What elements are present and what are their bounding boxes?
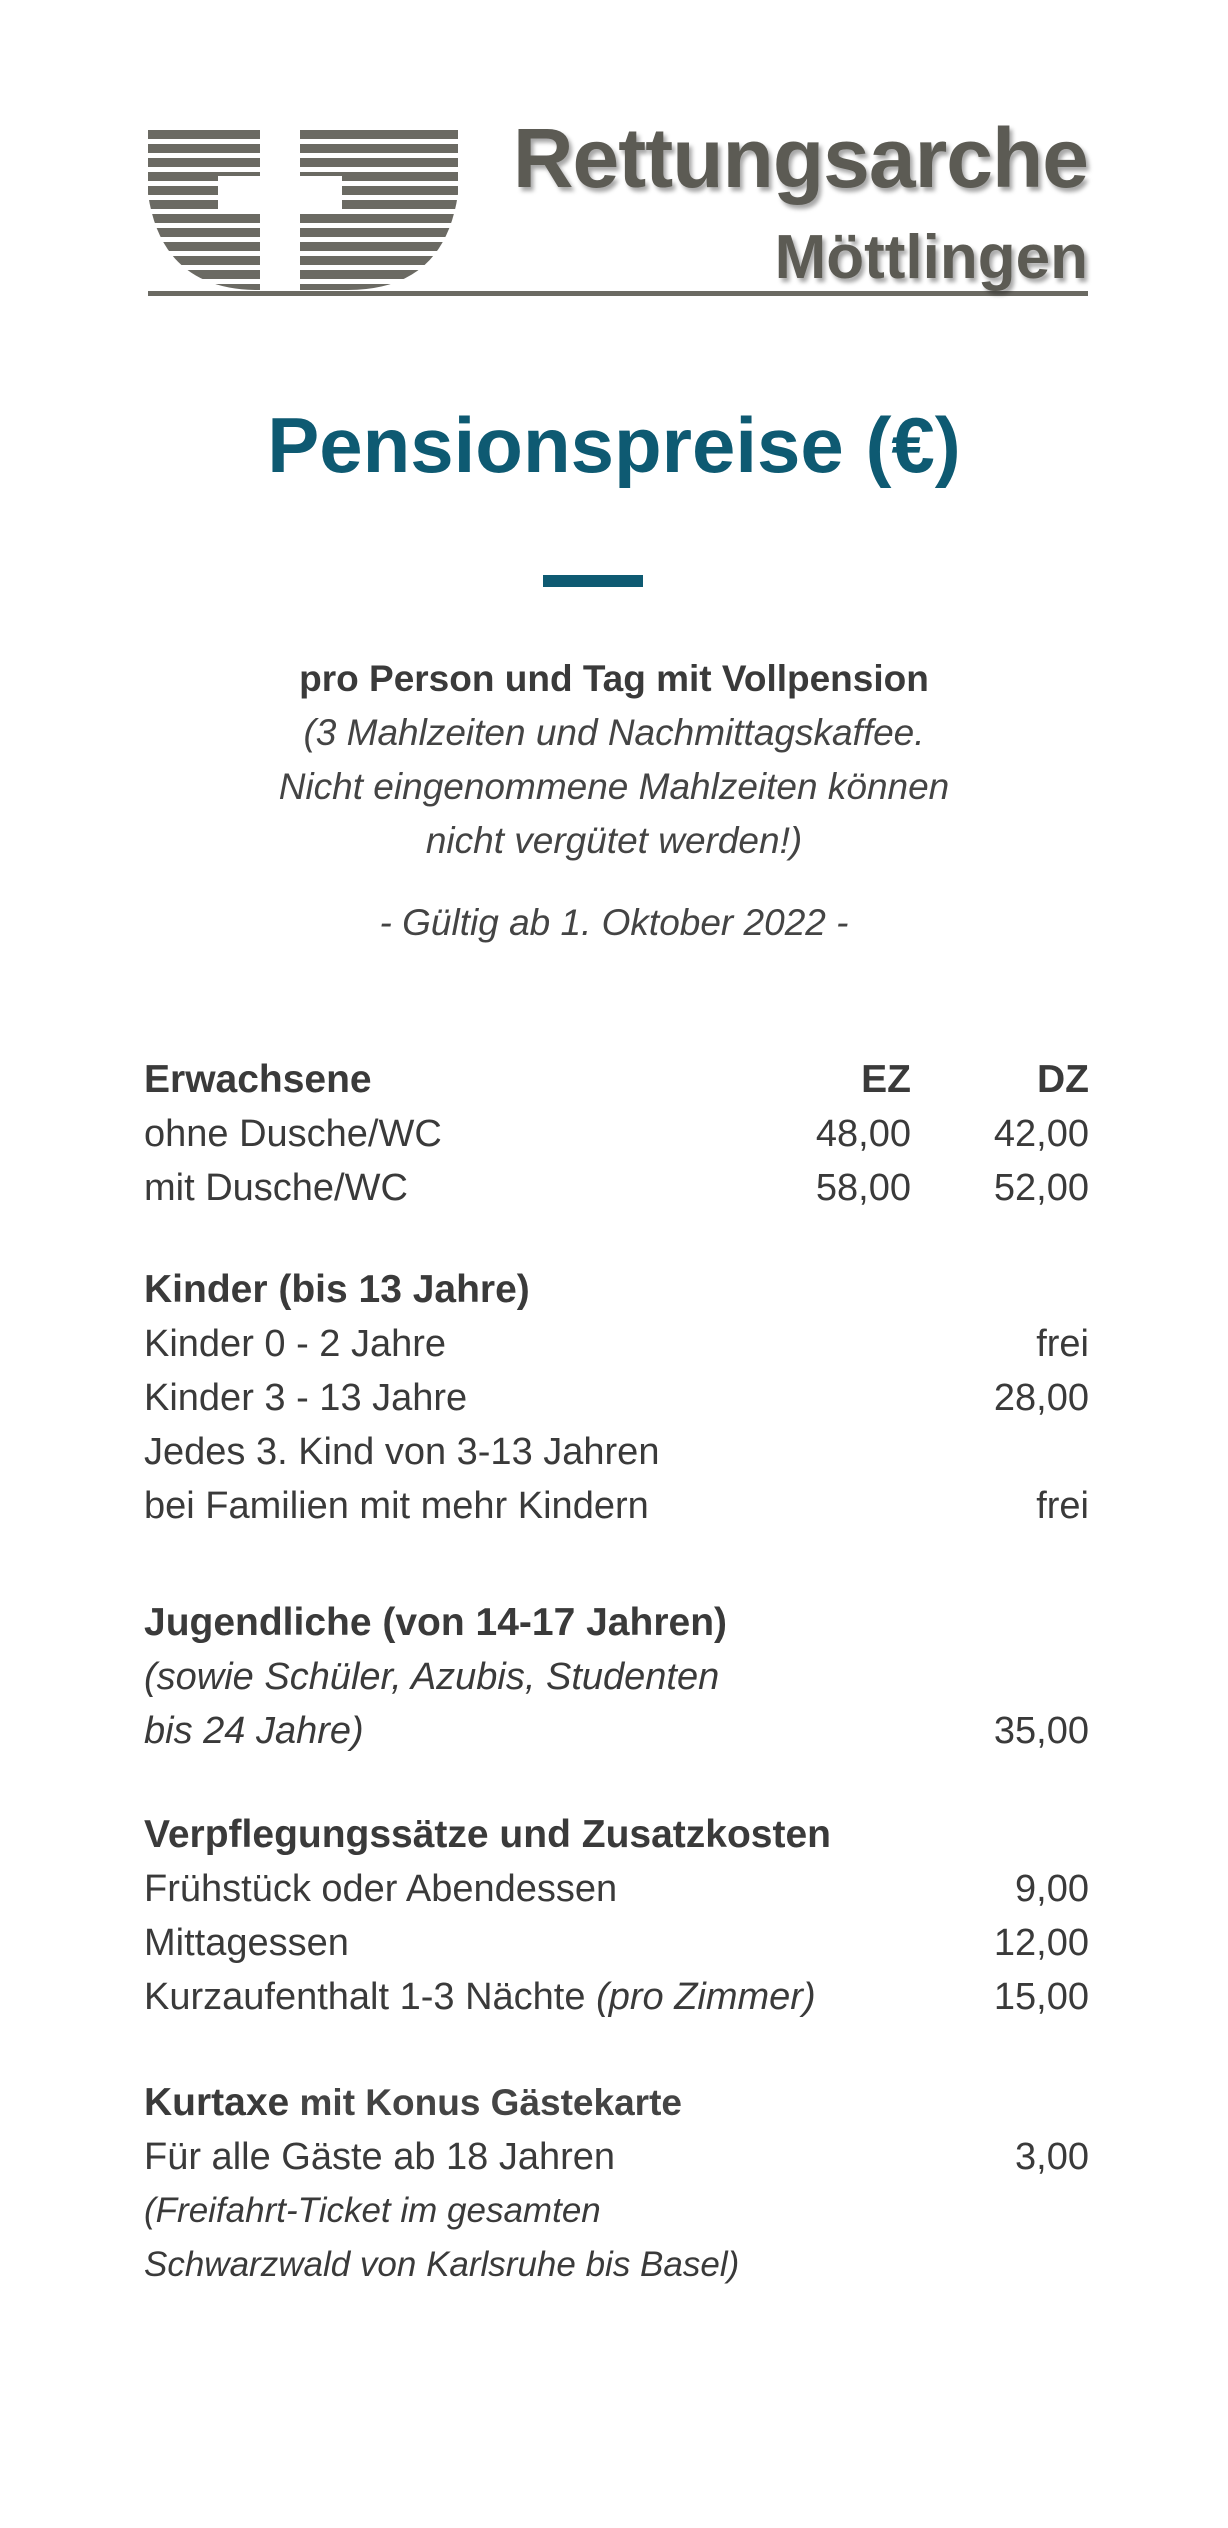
section-meals — [144, 1808, 1089, 2024]
price-row — [144, 2130, 1089, 2184]
price: 28,00 — [993, 1377, 1089, 1419]
row-label: Kinder 0 - 2 Jahre — [144, 1323, 447, 1365]
price-row — [144, 1317, 1089, 1371]
intro-line-4: nicht vergütet werden!) — [425, 820, 803, 861]
price-dz: 42,00 — [993, 1113, 1089, 1155]
note-text: bis 24 Jahre) — [144, 1710, 364, 1752]
price: 3,00 — [1015, 2136, 1089, 2178]
row-label: Frühstück oder Abendessen — [144, 1868, 618, 1910]
price: 9,00 — [1015, 1868, 1089, 1910]
intro-text — [0, 652, 1228, 868]
price-row — [144, 1704, 1089, 1758]
price-row — [144, 1862, 1089, 1916]
heading-label: Erwachsene — [144, 1058, 372, 1101]
heading-label — [144, 2076, 682, 2130]
row-label: Mittagessen — [144, 1922, 349, 1964]
row-label: bei Familien mit mehr Kindern — [144, 1485, 649, 1527]
price-ez: 48,00 — [815, 1113, 911, 1155]
row-note: (pro Zimmer) — [596, 1976, 816, 2018]
heading-label: Jugendliche (von 14-17 Jahren) — [144, 1601, 728, 1644]
price-row — [144, 1425, 1089, 1479]
row-label: Jedes 3. Kind von 3-13 Jahren — [144, 1431, 660, 1473]
price: 15,00 — [993, 1976, 1089, 2018]
note-text: (Freifahrt-Ticket im gesamten — [144, 2191, 601, 2230]
ark-cross-icon — [148, 130, 458, 290]
section-youth — [144, 1596, 1089, 1758]
logo-subtitle: Möttlingen — [774, 223, 1088, 292]
column-header-dz: DZ — [1037, 1058, 1089, 1101]
intro-line-1: pro Person und Tag mit Vollpension — [299, 658, 929, 699]
row-label: ohne Dusche/WC — [144, 1113, 442, 1155]
note-row — [144, 2238, 1089, 2292]
section-heading — [144, 1053, 1089, 1107]
section-heading — [144, 1263, 1089, 1317]
row-label: Für alle Gäste ab 18 Jahren — [144, 2136, 616, 2178]
row-label: mit Dusche/WC — [144, 1167, 408, 1209]
heading-label: Kinder (bis 13 Jahre) — [144, 1268, 530, 1311]
note-text: (sowie Schüler, Azubis, Studenten — [144, 1656, 720, 1698]
price-dz: 52,00 — [993, 1167, 1089, 1209]
heading-rest: mit Konus Gästekarte — [289, 2082, 682, 2123]
heading-label: Verpflegungssätze und Zusatzkosten — [144, 1813, 831, 1856]
price: frei — [1036, 1323, 1089, 1365]
note-text: Schwarzwald von Karlsruhe bis Basel) — [144, 2245, 740, 2284]
section-heading — [144, 1596, 1089, 1650]
heading-bold: Kurtaxe — [144, 2081, 290, 2124]
note-row — [144, 2184, 1089, 2238]
column-header-ez: EZ — [861, 1058, 911, 1101]
price-row — [144, 1916, 1089, 1970]
price-row — [144, 1970, 1089, 2024]
logo-title: Rettungsarche — [512, 111, 1088, 205]
section-tax — [144, 2076, 1089, 2292]
row-label — [144, 1970, 816, 2024]
price: 35,00 — [993, 1710, 1089, 1752]
intro-line-3: Nicht eingenommene Mahlzeiten können — [278, 766, 950, 807]
price-row — [144, 1107, 1089, 1161]
intro-line-2: (3 Mahlzeiten und Nachmittagskaffee. — [303, 712, 925, 753]
price-row — [144, 1371, 1089, 1425]
row-label-text: Kurzaufenthalt 1-3 Nächte — [144, 1976, 597, 2018]
row-label: Kinder 3 - 13 Jahre — [144, 1377, 468, 1419]
page-title: Pensionspreise (€) — [267, 401, 961, 489]
section-children — [144, 1263, 1089, 1533]
price-row — [144, 1479, 1089, 1533]
title-divider — [543, 575, 643, 587]
price-row — [144, 1161, 1089, 1215]
valid-date: - Gültig ab 1. Oktober 2022 - — [379, 902, 849, 943]
price-ez: 58,00 — [815, 1167, 911, 1209]
price: frei — [1036, 1485, 1089, 1527]
section-adults — [144, 1053, 1089, 1215]
note-row — [144, 1650, 1089, 1704]
section-heading — [144, 2076, 1089, 2130]
price: 12,00 — [993, 1922, 1089, 1964]
section-heading — [144, 1808, 1089, 1862]
